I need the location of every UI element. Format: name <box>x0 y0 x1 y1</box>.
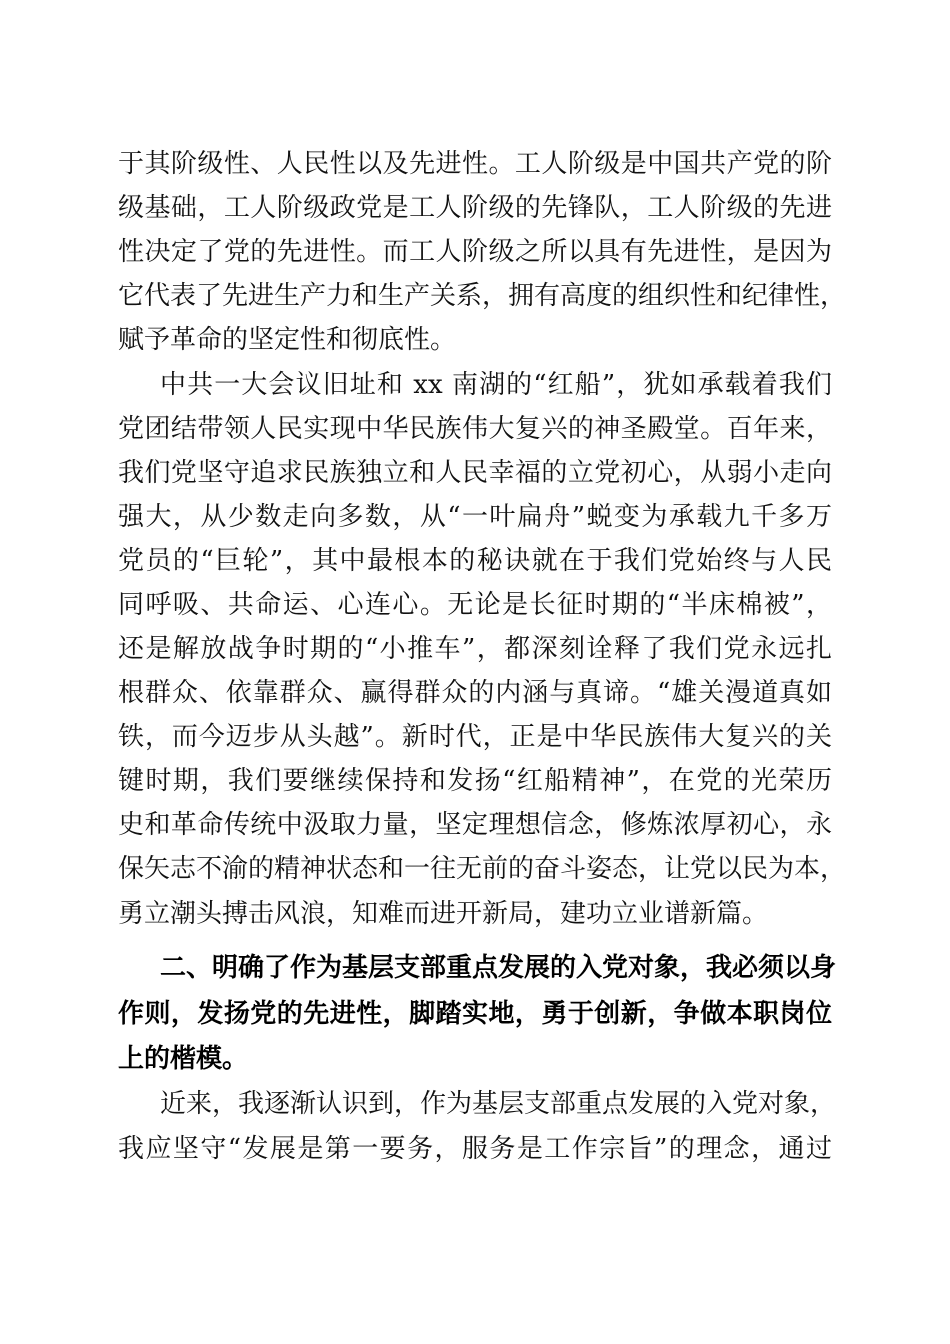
paragraph-line: 保矢志不渝的精神状态和一往无前的奋斗姿态，让党以民为本， <box>118 854 847 884</box>
paragraph-line: 于其阶级性、人民性以及先进性。工人阶级是中国共产党的阶 <box>118 149 832 179</box>
paragraph-line: 党员的“巨轮”，其中最根本的秘诀就在于我们党始终与人民 <box>118 546 832 576</box>
paragraph-line: 党团结带领人民实现中华民族伟大复兴的神圣殿堂。百年来， <box>118 414 832 444</box>
paragraph-line: 我们党坚守追求民族独立和人民幸福的立党初心，从弱小走向 <box>118 458 832 488</box>
heading-line: 二、明确了作为基层支部重点发展的入党对象，我必须以身 <box>160 953 837 983</box>
paragraph-line: 强大，从少数走向多数，从“一叶扁舟”蜕变为承载九千多万 <box>118 502 832 532</box>
paragraph-line: 它代表了先进生产力和生产关系，拥有高度的组织性和纪律性， <box>118 281 847 311</box>
paragraph-line: 勇立潮头搏击风浪，知难而进开新局，建功立业谱新篇。 <box>118 899 769 929</box>
paragraph-line: 我应坚守“发展是第一要务，服务是工作宗旨”的理念，通过 <box>118 1134 832 1164</box>
paragraph-line: 铁，而今迈步从头越”。新时代，正是中华民族伟大复兴的关 <box>118 722 832 752</box>
paragraph-line: 史和革命传统中汲取力量，坚定理想信念，修炼浓厚初心，永 <box>118 810 832 840</box>
paragraph-line: 键时期，我们要继续保持和发扬“红船精神”，在党的光荣历 <box>118 766 832 796</box>
paragraph-line: 中共一大会议旧址和 xx 南湖的“红船”，犹如承载着我们 <box>160 370 832 400</box>
paragraph-line: 根群众、依靠群众、赢得群众的内涵与真谛。“雄关漫道真如 <box>118 678 832 708</box>
paragraph-line: 赋予革命的坚定性和彻底性。 <box>118 325 457 355</box>
paragraph-line: 性决定了党的先进性。而工人阶级之所以具有先进性，是因为 <box>118 237 832 267</box>
heading-line: 上的楷模。 <box>118 1044 249 1074</box>
paragraph-line: 级基础，工人阶级政党是工人阶级的先锋队，工人阶级的先进 <box>118 193 832 223</box>
paragraph-line: 近来，我逐渐认识到，作为基层支部重点发展的入党对象， <box>160 1089 837 1119</box>
heading-line: 作则，发扬党的先进性，脚踏实地，勇于创新，争做本职岗位 <box>118 999 832 1029</box>
paragraph-line: 还是解放战争时期的“小推车”，都深刻诠释了我们党永远扎 <box>118 634 832 664</box>
paragraph-line: 同呼吸、共命运、心连心。无论是长征时期的“半床棉被”， <box>118 590 832 620</box>
